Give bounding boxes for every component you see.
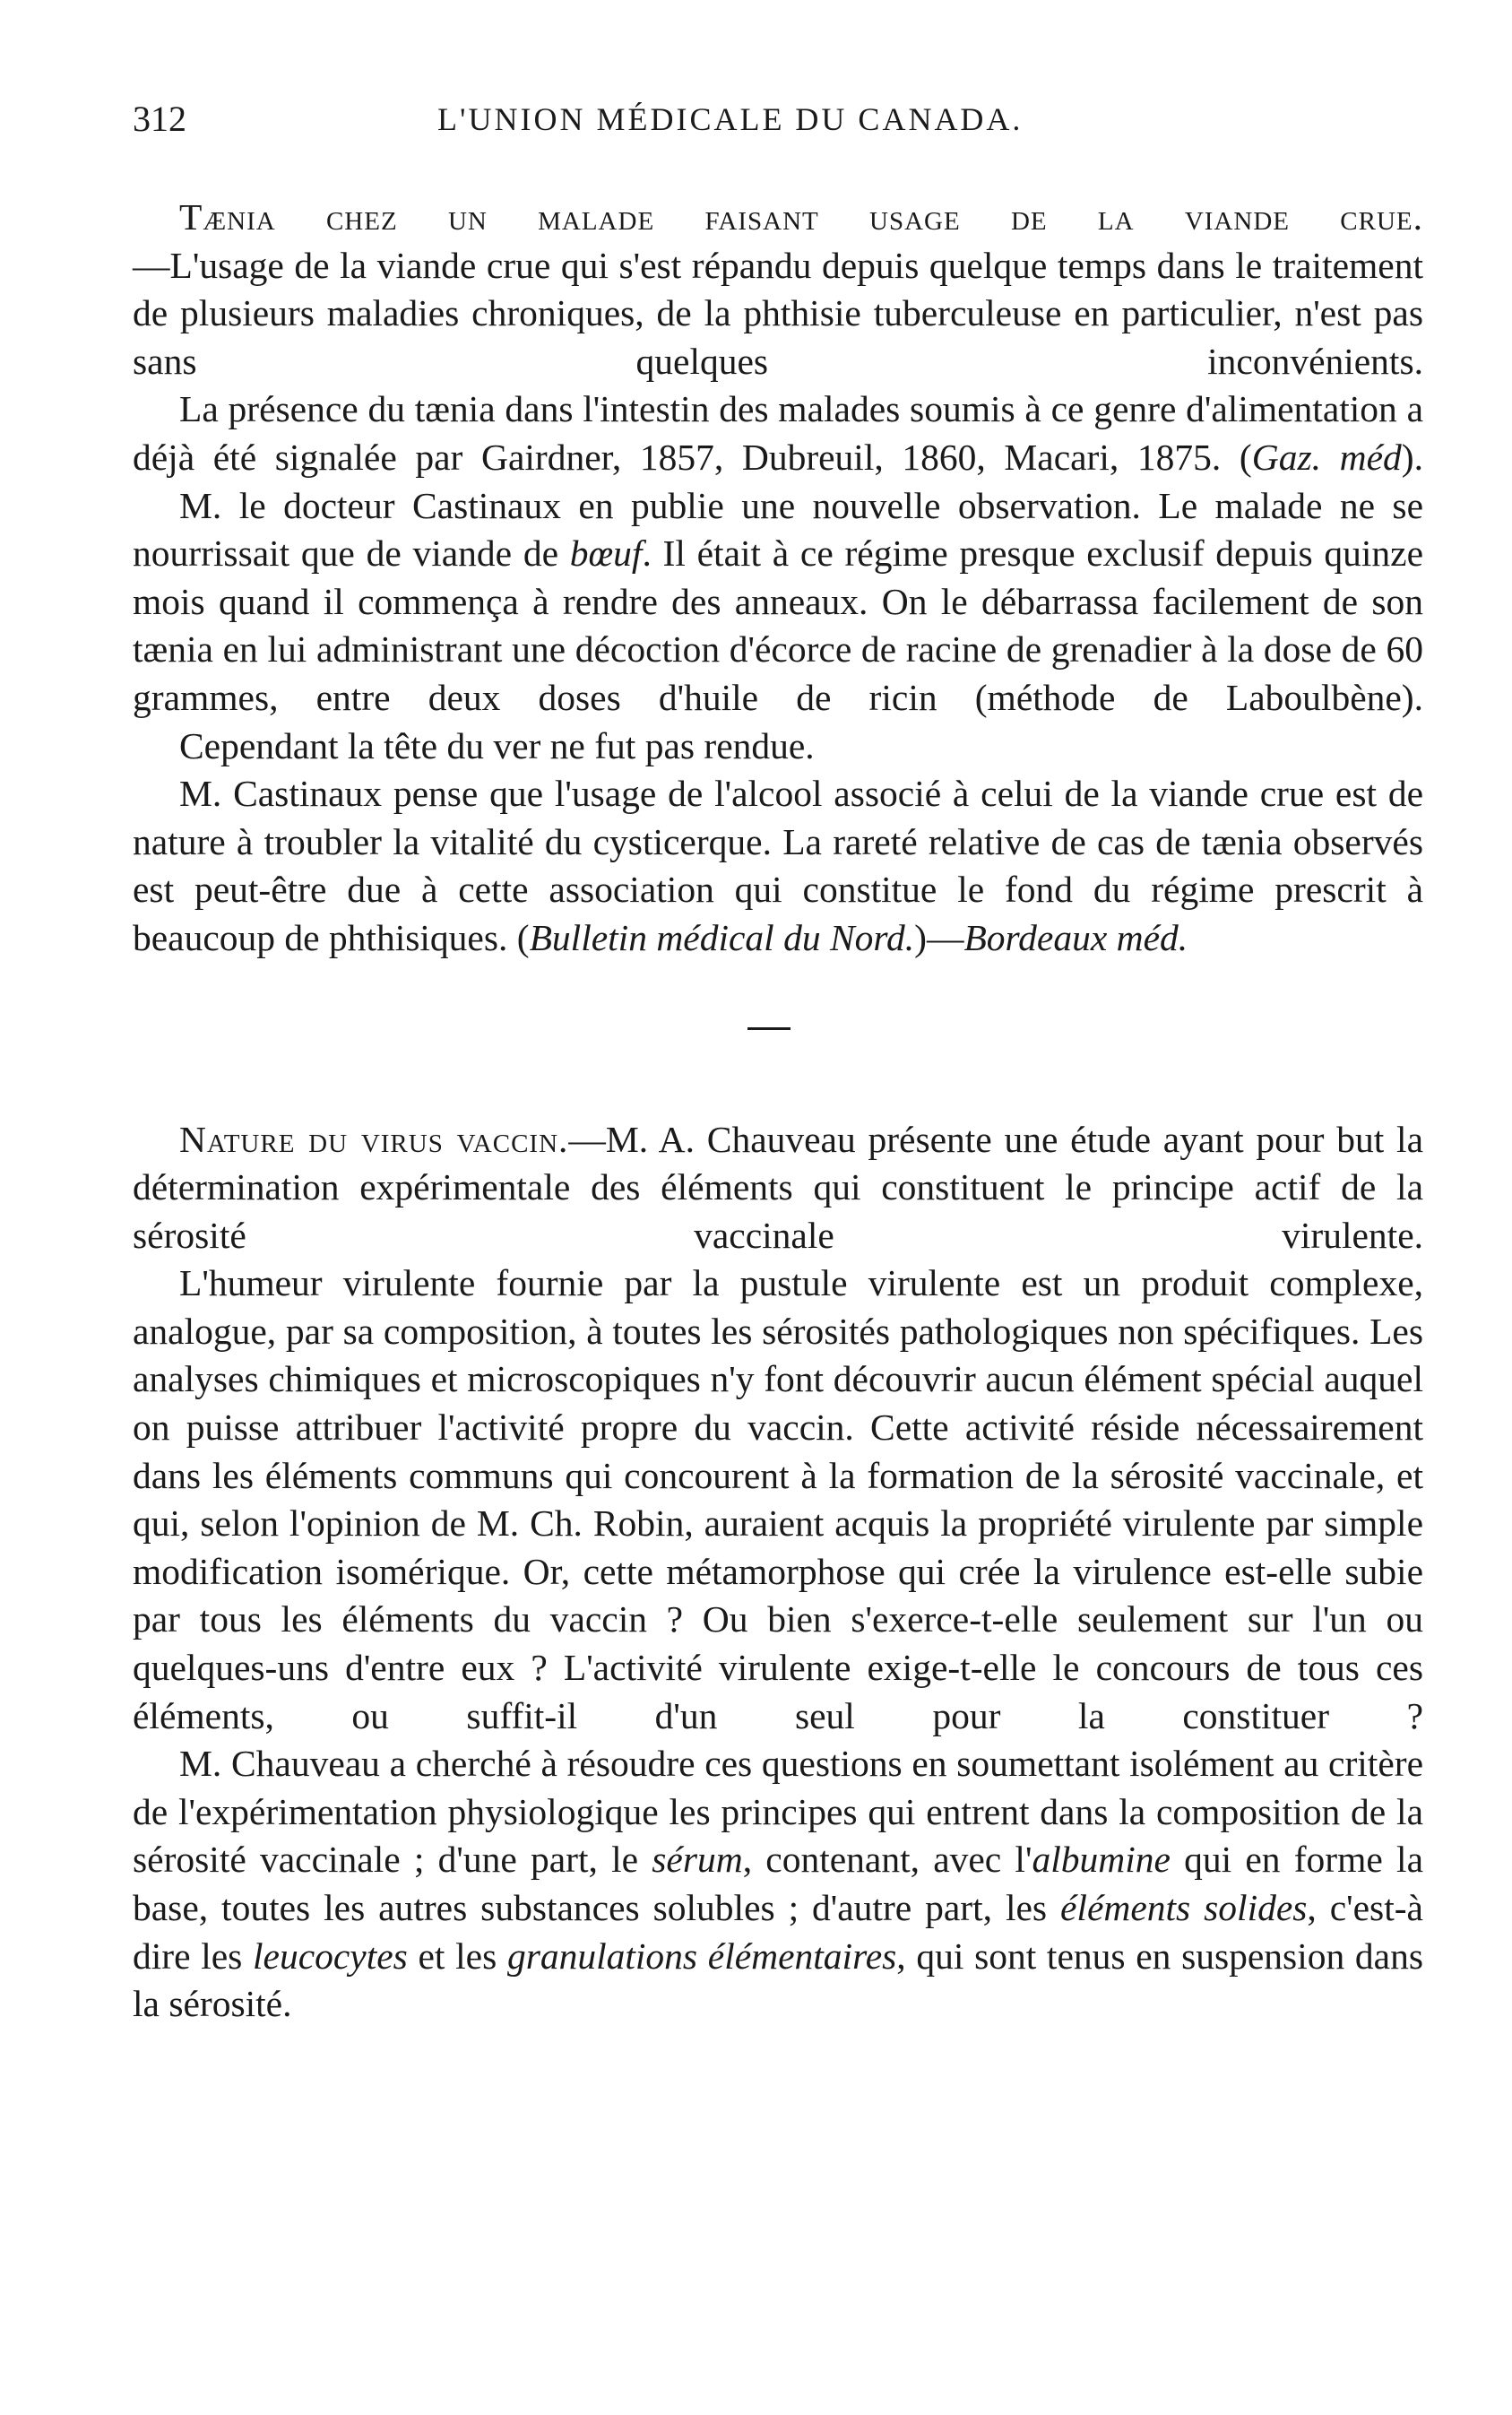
article-taenia-paragraph-3	[133, 482, 1423, 723]
article-taenia-paragraph-2	[133, 385, 1423, 481]
article-taenia-paragraph-4: Cependant la tête du ver ne fut pas rendue.	[179, 724, 815, 766]
emphasis: éléments solides	[1060, 1887, 1308, 1928]
text-run: M. le docteur Castinaux en publie une nouvelle observation. Le malade ne se nourrissait que de viande de	[133, 484, 1423, 575]
article-taenia	[133, 194, 1423, 963]
text-run: M. Castinaux pense que l'usage de l'alcool associé à celui de la viande crue est de nature à troubler la vitalité du cysticerque. La rareté relative de cas de tænia observés est peut-être due à cette association qui constitue le fond du régime prescrit à beaucoup de phthisiques. (	[133, 773, 1423, 958]
article-taenia-intro	[133, 194, 1423, 385]
text-run: et les	[407, 1935, 507, 1977]
page-number: 312	[133, 99, 186, 139]
citation: Gaz. méd	[1251, 436, 1402, 478]
citation: Bordeaux méd.	[963, 916, 1188, 958]
text-run: La présence du tænia dans l'intestin des malades soumis à ce genre d'alimentation a déjà été signalée par Gairdner, 1857, Dubreuil, 1860, Macari, 1875. (	[133, 388, 1423, 478]
section-separator	[747, 1027, 791, 1030]
article-vaccin	[133, 1116, 1423, 2029]
text-run: qui en forme la base, toutes les autres substances solubles ; d'autre part, les	[133, 1839, 1423, 1928]
emphasis: leucocytes	[253, 1935, 408, 1977]
text-run: , qui sont tenus en suspension dans la sérosité.	[133, 1935, 1423, 2025]
running-header	[133, 97, 1423, 142]
text-run: , contenant, avec l'	[742, 1839, 1032, 1881]
article-vaccin-intro-text: —M. A. Chauveau présente une étude ayant pour but la détermination expérimentale des éléments qui constituent le principe actif de la sérosité vaccinale virulente.	[133, 1118, 1423, 1256]
article-vaccin-heading: Nature du virus vaccin.	[179, 1118, 569, 1160]
article-vaccin-paragraph-2: L'humeur virulente fournie par la pustule virulente est un produit complexe, analogue, par sa composition, à toutes les sérosités pathologiques non spécifiques. Les analyses chimiques et microscopiques n'y font découvrir aucun élément spécial auquel on puisse attribuer l'activité propre du vaccin. Cette activité réside nécessairement dans les éléments communs qui concourent à la formation de la sérosité vaccinale, et qui, selon l'opinion de M. Ch. Robin, auraient acquis la propriété virulente par simple modification isomérique. Or, cette métamorphose qui crée la virulence est-elle subie par tous les éléments du vaccin ? Ou bien s'exerce-t-elle seulement sur l'un ou quelques-uns d'entre eux ? L'activité virulente exige-t-elle le concours de tous ces éléments, ou suffit-il d'un seul pour la constituer ?	[133, 1262, 1423, 1736]
journal-title: L'UNION MÉDICALE DU CANADA.	[437, 101, 1024, 137]
citation: Bulletin médical du Nord.	[529, 916, 915, 958]
emphasis: albumine	[1032, 1839, 1171, 1881]
document-page	[133, 97, 1423, 2029]
text-run: . Il était à ce régime presque exclusif depuis quinze mois quand il commença à rendre des anneaux. On le débarrassa facilement de son tænia en lui administrant une décoction d'écorce de racine de grenadier à la dose de 60 grammes, entre deux doses d'huile de ricin (méthode de Laboulbène).	[133, 532, 1424, 718]
article-taenia-heading: Tænia chez un malade faisant usage de la viande crue.	[179, 196, 1423, 238]
article-vaccin-intro	[133, 1116, 1423, 1260]
emphasis: granulations élémentaires	[506, 1935, 897, 1977]
text-run: ).	[1401, 436, 1423, 478]
article-taenia-paragraph-5	[133, 770, 1423, 962]
article-vaccin-paragraph-3	[133, 1740, 1423, 2029]
emphasis: sérum	[652, 1839, 743, 1881]
text-run: , c'est-à dire les	[133, 1887, 1423, 1977]
emphasis: bœuf	[569, 532, 643, 575]
article-taenia-intro-text: —L'usage de la viande crue qui s'est répandu depuis quelque temps dans le traitement de plusieurs maladies chroniques, de la phthisie tuberculeuse en particulier, n'est pas sans quelques inconvénients.	[133, 244, 1423, 382]
text-run: M. Chauveau a cherché à résoudre ces questions en soumettant isolément au critère de l'expérimentation physiologique les principes qui entrent dans la composition de la sérosité vaccinale ; d'une part, le	[133, 1743, 1423, 1881]
text-run: )—	[914, 916, 964, 958]
